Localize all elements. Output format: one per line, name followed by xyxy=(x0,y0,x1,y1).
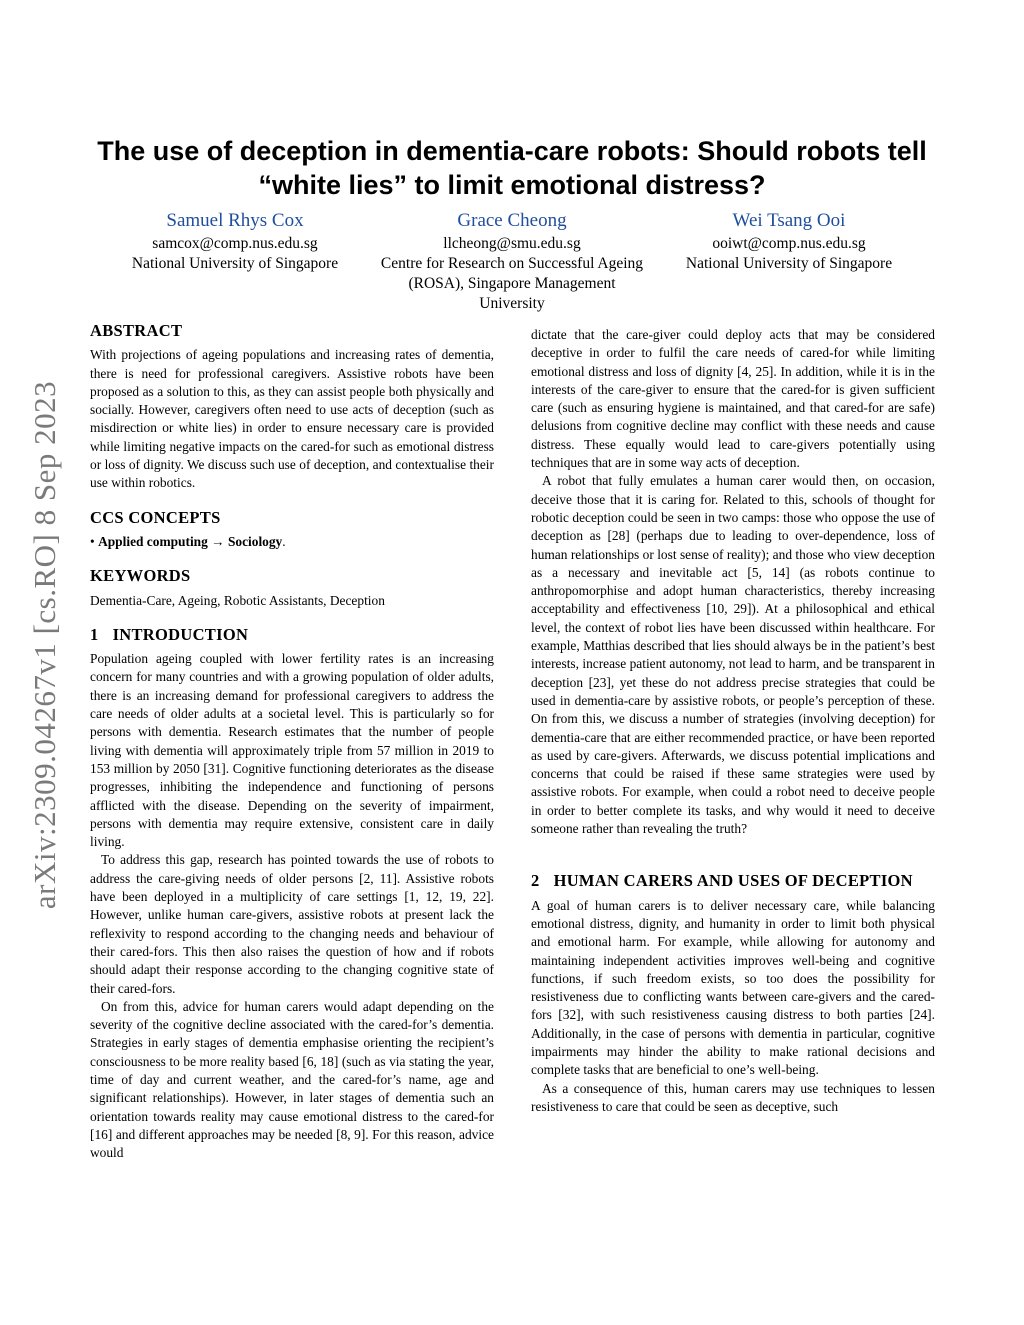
left-column xyxy=(90,322,494,1162)
section-title: INTRODUCTION xyxy=(112,624,249,644)
section-title: HUMAN CARERS AND USES OF DECEPTION xyxy=(553,871,913,891)
abstract-heading: ABSTRACT xyxy=(90,321,183,340)
right-column xyxy=(531,326,935,1116)
section2-heading xyxy=(531,872,935,890)
ccs-leaf: Sociology xyxy=(227,533,283,549)
section2-paragraph-1: A goal of human carers is to deliver necessary care, while balancing emotional distress, dignity, and humanity in order to limit both physical and emotional harm. For example, while allowing for autonomy and maintaining independent activities improves well-being and cognitive functions, if such freedom exists, so too does the possibility for resistiveness due to conflicting wants between care-givers and the cared-fors [32], with such resistiveness causing distress to both parties [24]. Additionally, in the case of persons with dementia in particular, cognitive impairments may hinder the ability to make rational decisions and complete tasks that are beneficial to one’s well-being. xyxy=(531,897,935,1078)
author-block xyxy=(100,208,924,314)
arxiv-side-stamp xyxy=(20,360,70,930)
intro-heading xyxy=(90,626,494,644)
author-email: samcox@comp.nus.edu.sg xyxy=(152,235,318,252)
author-3 xyxy=(654,208,924,314)
arxiv-identifier: arXiv:2309.04267v1 [cs.RO] 8 Sep 2023 xyxy=(27,380,63,910)
author-affiliation: National University of Singapore xyxy=(131,255,339,272)
author-2 xyxy=(377,208,647,314)
ccs-concepts xyxy=(90,533,494,551)
ccs-end: . xyxy=(282,533,286,549)
author-name[interactable]: Grace Cheong xyxy=(457,210,567,231)
keywords-heading: KEYWORDS xyxy=(90,566,191,586)
author-affiliation: Centre for Research on Successful Ageing (ROSA), Singapore Management University xyxy=(380,255,644,312)
author-email: llcheong@smu.edu.sg xyxy=(443,235,581,252)
author-affiliation: National University of Singapore xyxy=(685,255,893,272)
author-name[interactable]: Samuel Rhys Cox xyxy=(166,210,304,231)
abstract-text: With projections of ageing populations and increasing rates of dementia, there is need for professional caregivers. Assistive robots have been proposed as a solution to this, as they can assist people both physically and socially. However, caregivers often need to use acts of deception (such as misdirection or white lies) in order to ensure necessary care is provided while limiting negative impacts on the cared-for such as emotional distress or loss of dignity. We discuss such use of deception, and contextualise their use within robotics. xyxy=(90,347,494,491)
ccs-bullet: • xyxy=(90,533,95,549)
intro-paragraph-4: A robot that fully emulates a human carer would then, on occasion, deceive those that it is caring for. Related to this, schools of thought for robotic deception could be seen in two camps: those who oppose the use of deception as [28] (perhaps due to leading to over-dependence, loss of human relationships or lost sense of reality); and those who view deception as a necessary and inevitable act [5, 14] (as robots continue to anthropomorphise and adopt human characteristics, thereby increasing acceptability and effectiveness [10, 29]). At a philosophical and ethical level, the context of robot lies have been discussed within healthcare. For example, Matthias described that lies should always be in the patient’s best interests, increase patient autonomy, not lead to harm, and be transparent in deception [23], yet these do not address precise strategies that could be used in dementia-care by assistive robots, or people’s perception of these. On from this, we discuss a number of strategies (involving deception) for dementia-care that are either recommended practice, or have been reported as used by care-givers. Afterwards, we discuss potential implications and concerns that could be raised if these same strategies were used by assistive robots. For example, when could a robot need to deceive people in order to better complete its tasks, and why would it need to deceive someone rather than revealing the truth? xyxy=(531,473,935,837)
author-1 xyxy=(100,208,370,314)
author-name[interactable]: Wei Tsang Ooi xyxy=(732,210,846,231)
section2-paragraph-2: As a consequence of this, human carers may use techniques to lessen resistiveness to care that could be seen as deceptive, such xyxy=(531,1080,935,1114)
author-email: ooiwt@comp.nus.edu.sg xyxy=(712,235,866,252)
section-number: 2 xyxy=(531,871,540,891)
intro-continued-paragraph: dictate that the care-giver could deploy acts that may be considered deceptive in order to fulfil the care needs of cared-for while limiting emotional distress and loss of dignity [4, 25]. In addition, while it is in the interests of the care-giver to ensure that the cared-for is given sufficient care (such as ensuring hygiene is maintained, and that cared-for are safe) delusions from cognitive decline may conflict with these needs and cause distress. These equally would lead to care-givers potentially using techniques that are in some way acts of deception. xyxy=(531,327,935,471)
section-number: 1 xyxy=(90,624,99,644)
intro-paragraph-1: Population ageing coupled with lower fertility rates is an increasing concern for many countries and with a growing population of older adults, there is an increasing demand for professional caregivers to address the care needs of older adults at a societal level. This is particularly so for persons with dementia. Research estimates that the number of people living with dementia will approximately triple from 57 million in 2019 to 153 million by 2050 [31]. Cognitive functioning deteriorates as the disease progresses, inhibiting the independence and functioning of persons afflicted with the disease. Depending on the severity of impairment, persons with dementia may require extensive, consistent care in daily living. xyxy=(90,651,494,850)
intro-paragraph-2: To address this gap, research has pointed towards the use of robots to address the care-giving needs of older persons [2, 11]. Assistive robots have been deployed in a multiplicity of care settings [1, 12, 19, 22]. However, unlike human care-givers, assistive robots at present lack the reflexivity to respond according to the changing needs and behaviour of their cared-fors. This then also raises the question of how and if robots should adapt their response according to the changing cognitive state of their cared-fors. xyxy=(90,852,494,996)
intro-paragraph-3: On from this, advice for human carers would adapt depending on the severity of the cognitive decline associated with the cared-for’s dementia. Strategies in early stages of dementia emphasise orienting the recipient’s consciousness to be more reality based [6, 18] (such as via stating the year, time of day and current weather, and the cared-for’s name, age and significant relationships). However, in later stages of dementia such an orientation towards reality may cause emotional distress to the cared-for [16] and different approaches may be needed [8, 9]. For this reason, advice would xyxy=(90,998,494,1161)
ccs-arrow: → xyxy=(211,533,225,549)
section-gap xyxy=(531,838,935,872)
ccs-heading: CCS CONCEPTS xyxy=(90,507,221,527)
ccs-area: Applied computing xyxy=(98,533,208,549)
paper-title: The use of deception in dementia-care robots: Should robots tell “white lies” to limit emotional distress? xyxy=(97,136,927,200)
keywords-text: Dementia-Care, Ageing, Robotic Assistants, Deception xyxy=(90,592,385,608)
